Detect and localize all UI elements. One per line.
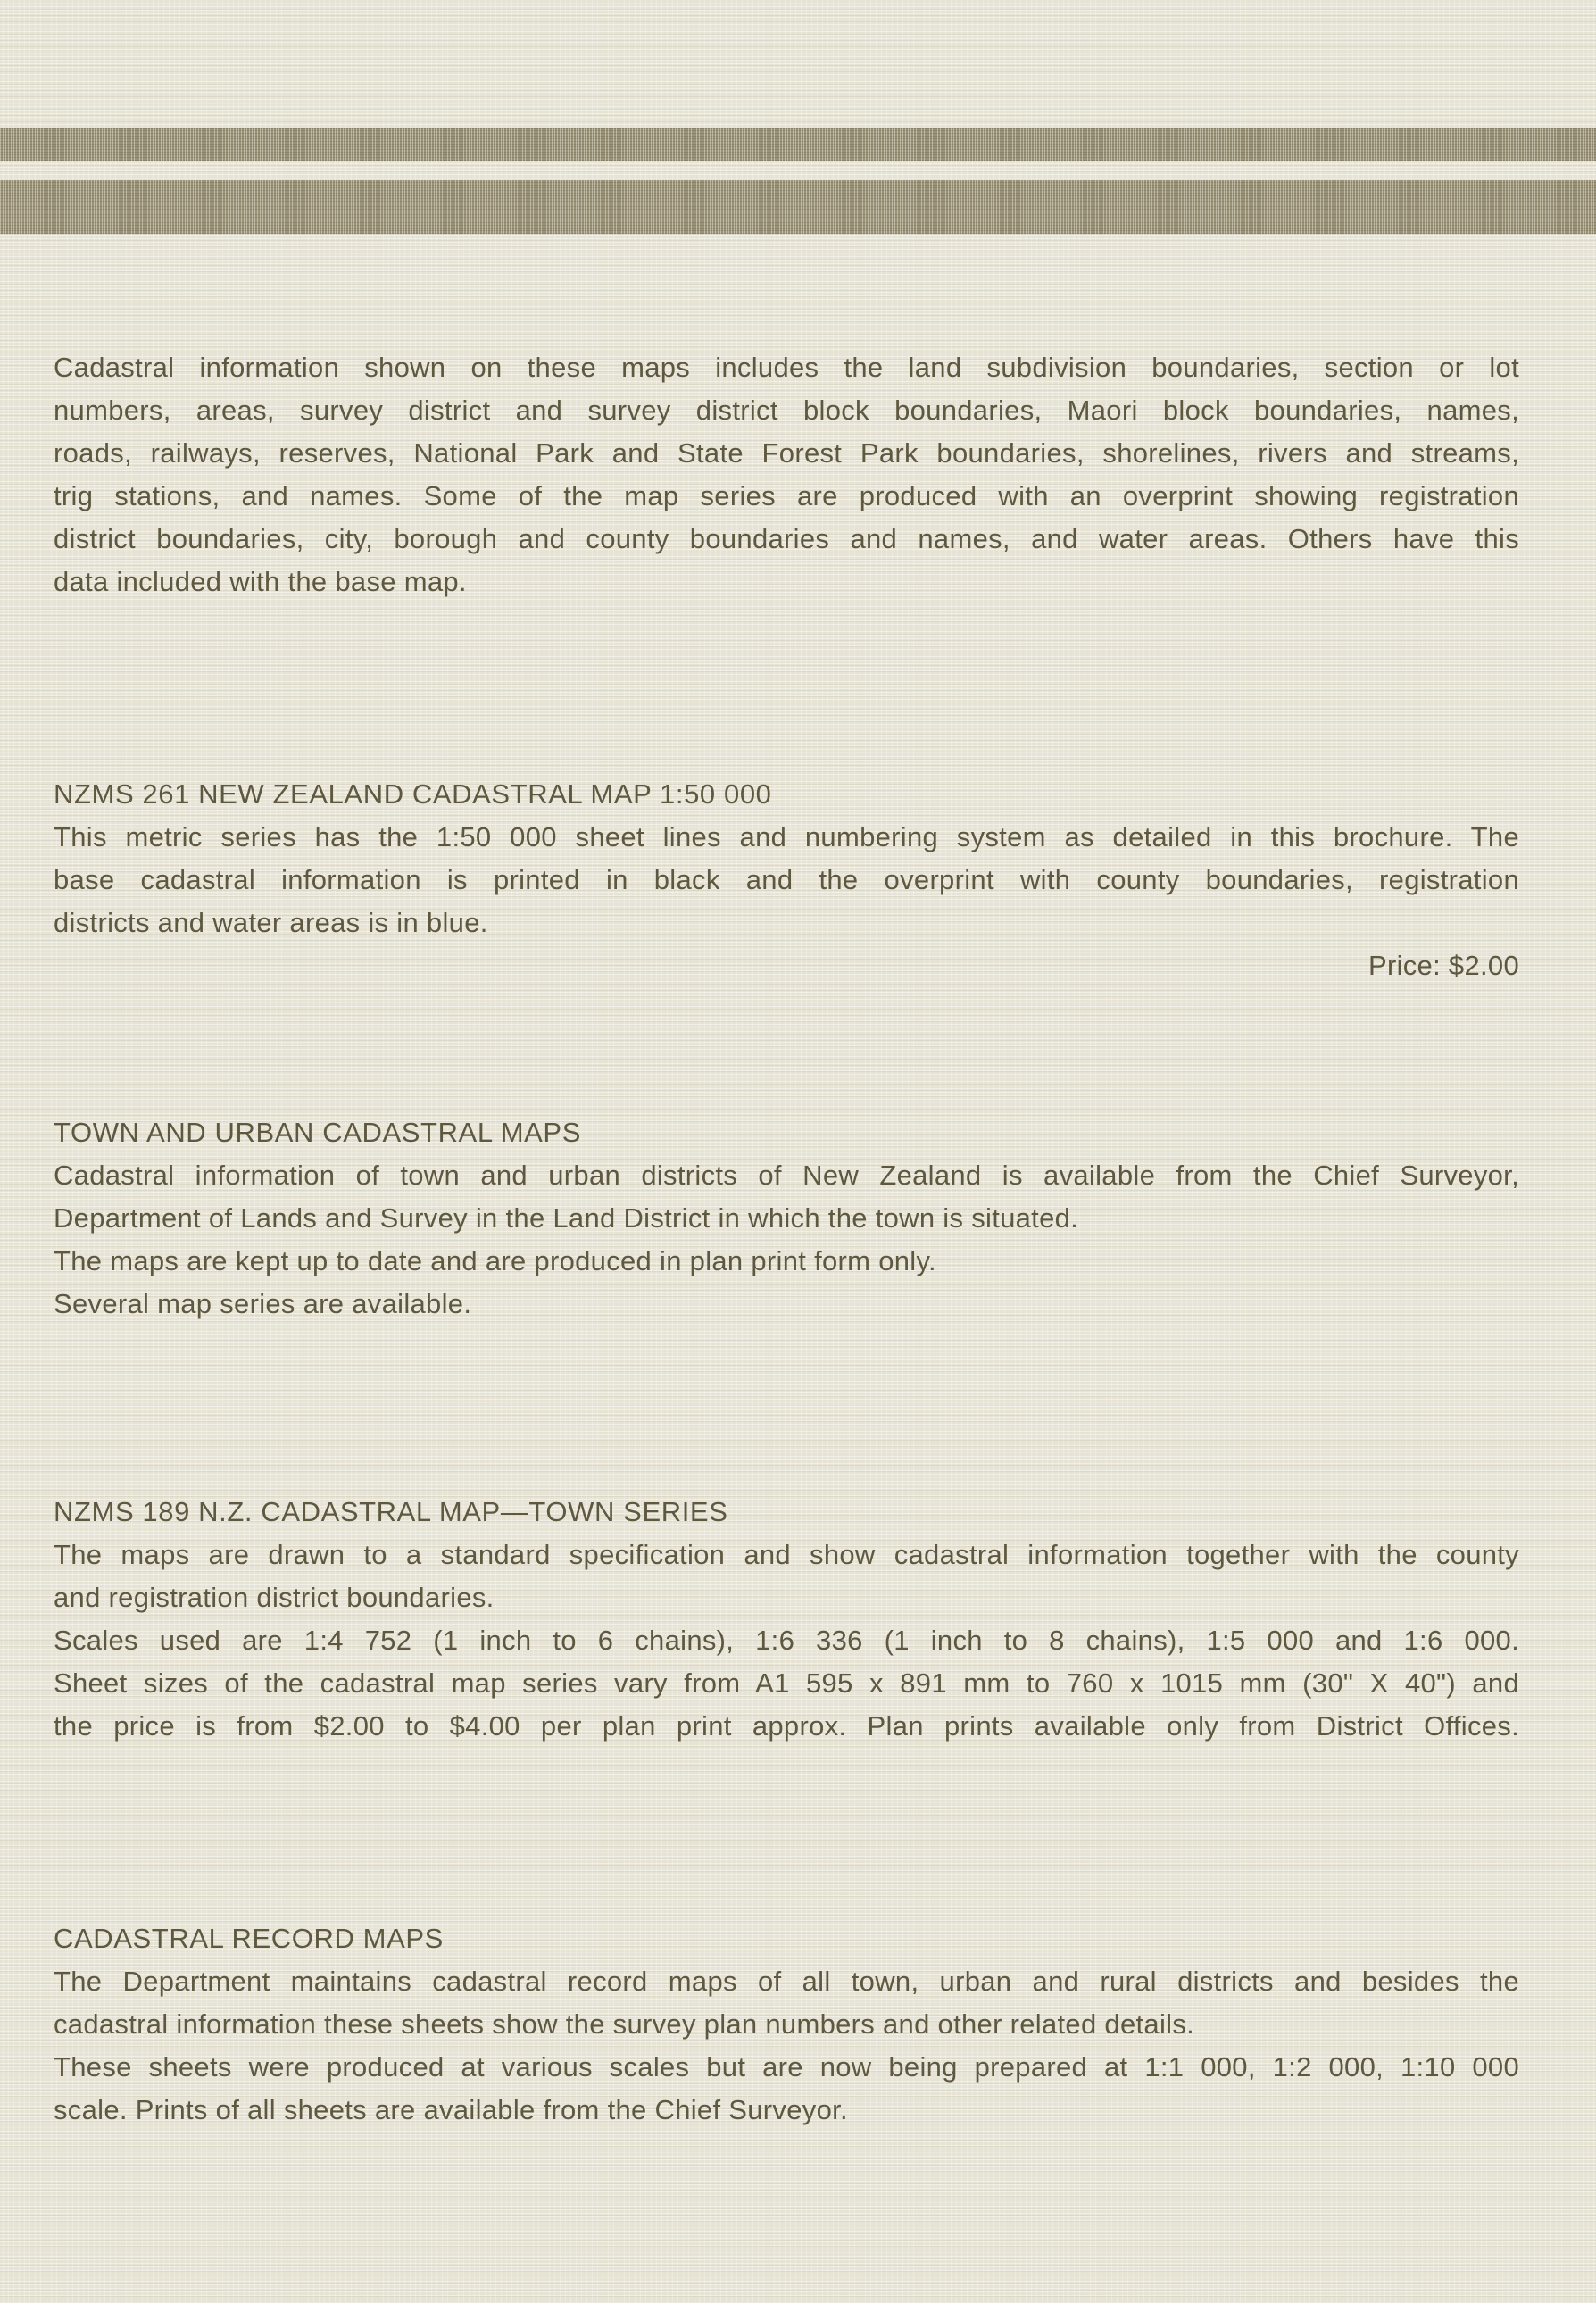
text-line: The Department maintains cadastral record maps of all town, urban and rural districts and besides the [54,1966,1519,1997]
section-cadastral-record [54,1917,1519,2132]
section-heading: NZMS 261 NEW ZEALAND CADASTRAL MAP 1:50 000 [54,778,772,810]
text-line: Department of Lands and Survey in the Land District in which the town is situated. [54,1202,1079,1234]
text-line: trig stations, and names. Some of the map series are produced with an overprint showing registration [54,480,1519,511]
text-line: Scales used are 1:4 752 (1 inch to 6 chains), 1:6 336 (1 inch to 8 chains), 1:5 000 and 1:6 000. [54,1625,1519,1656]
section-nzms-261 [54,773,1519,987]
text-line: cadastral information these sheets show the survey plan numbers and other related details. [54,2008,1195,2040]
text-line: The maps are drawn to a standard specification and show cadastral information together with the county [54,1539,1519,1570]
section-heading: CADASTRAL RECORD MAPS [54,1923,444,1954]
text-line: These sheets were produced at various scales but are now being prepared at 1:1 000, 1:2 000, 1:10 000 [54,2051,1519,2083]
text-line: districts and water areas is in blue. [54,907,488,938]
text-line: roads, railways, reserves, National Park and State Forest Park boundaries, shorelines, rivers and streams, [54,437,1519,469]
text-line: numbers, areas, survey district and survey district block boundaries, Maori block boundaries, names, [54,395,1519,426]
price-label: Price: $2.00 [1367,950,1519,981]
text-line: Cadastral information of town and urban districts of New Zealand is available from the Chief Surveyor, [54,1160,1519,1191]
section-nzms-189 [54,1491,1519,1748]
section-town-urban [54,1111,1519,1326]
decor-stripe-thick [0,180,1596,234]
text-line: Sheet sizes of the cadastral map series vary from A1 595 x 891 mm to 760 x 1015 mm (30" X 40") and [54,1667,1519,1699]
text-line: the price is from $2.00 to $4.00 per plan print approx. Plan prints available only from District Offices. [54,1710,1519,1742]
section-heading: TOWN AND URBAN CADASTRAL MAPS [54,1117,581,1148]
text-line: base cadastral information is printed in black and the overprint with county boundaries, registration [54,864,1519,895]
text-line: Cadastral information shown on these maps includes the land subdivision boundaries, section or lot [54,352,1519,383]
text-line: This metric series has the 1:50 000 sheet lines and numbering system as detailed in this brochure. The [54,821,1519,852]
text-line: The maps are kept up to date and are produced in plan print form only. [54,1245,936,1276]
intro-paragraph [54,346,1519,603]
section-heading: NZMS 189 N.Z. CADASTRAL MAP—TOWN SERIES [54,1496,728,1527]
decor-stripe-thin [0,128,1596,161]
text-line: district boundaries, city, borough and county boundaries and names, and water areas. Others have this [54,523,1519,554]
text-line: data included with the base map. [54,566,467,597]
text-line: and registration district boundaries. [54,1582,495,1613]
text-line: scale. Prints of all sheets are available from the Chief Surveyor. [54,2094,848,2125]
text-line: Several map series are available. [54,1288,472,1319]
